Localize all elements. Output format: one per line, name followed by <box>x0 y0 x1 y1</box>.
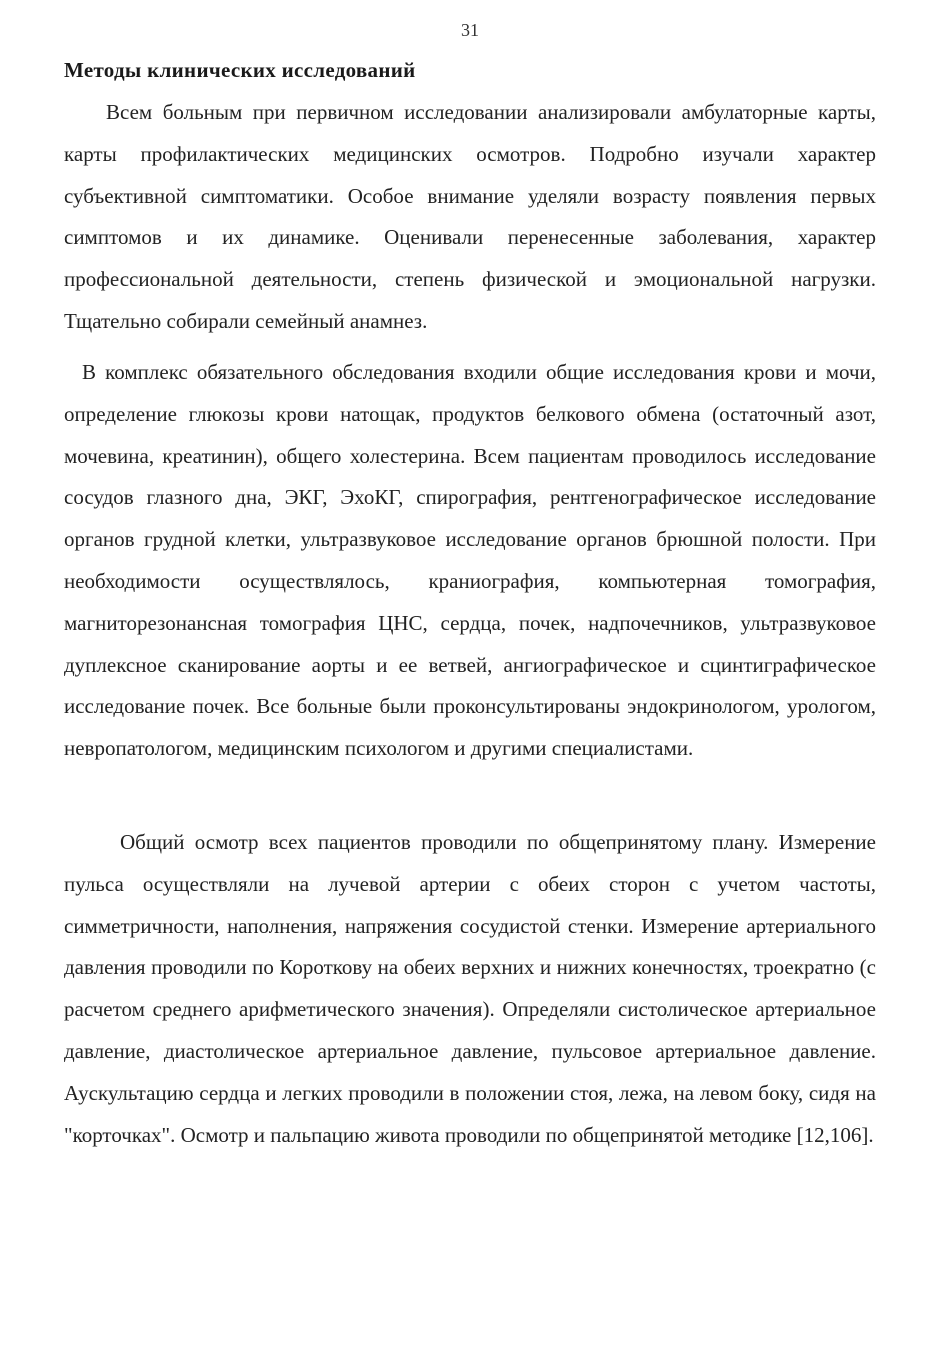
paragraph-general-examination: Общий осмотр всех пациентов проводили по общепринятому плану. Измерение пульса осуществляли на лучевой артерии с обеих сторон с учетом частоты, симметричности, наполнения, напряжения сосудистой стенки. Измерение артериального давления проводили по Короткову на обеих верхних и нижних конечностях, троекратно (с расчетом среднего арифметического значения). Определяли систолическое артериальное давление, диастолическое артериальное давление, пульсовое артериальное давление. Аускультацию сердца и легких проводили в положении стоя, лежа, на левом боку, сидя на "корточках". Осмотр и пальпацию живота проводили по общепринятой методике [12,106]. <box>64 830 876 1147</box>
page-number: 31 <box>461 20 479 40</box>
paragraph-examination-complex: В комплекс обязательного обследования входили общие исследования крови и мочи, определение глюкозы крови натощак, продуктов белкового обмена (остаточный азот, мочевина, креатинин), общего холестерина. Всем пациентам проводилось исследование сосудов глазного дна, ЭКГ, ЭхоКГ, спирография, рентгенографическое исследование органов грудной клетки, ультразвуковое исследование органов брюшной полости. При необходимости осуществлялось, краниография, компьютерная томография, магниторезонансная томография ЦНС, сердца, почек, надпочечников, ультразвуковое дуплексное сканирование аорты и ее ветвей, ангиографическое и сцинтиграфическое исследование почек. Все больные были проконсультированы эндокринологом, урологом, невропатологом, медицинским психологом и другими специалистами. <box>64 360 876 761</box>
paragraph-anamnesis: Всем больным при первичном исследовании анализировали амбулаторные карты, карты профилактических медицинских осмотров. Подробно изучали характер субъективной симптоматики. Особое внимание уделяли возрасту появления первых симптомов и их динамике. Оценивали перенесенные заболевания, характер профессиональной деятельности, степень физической и эмоциональной нагрузки. Тщательно собирали семейный анамнез. <box>64 100 876 333</box>
section-heading: Методы клинических исследований <box>64 58 416 82</box>
